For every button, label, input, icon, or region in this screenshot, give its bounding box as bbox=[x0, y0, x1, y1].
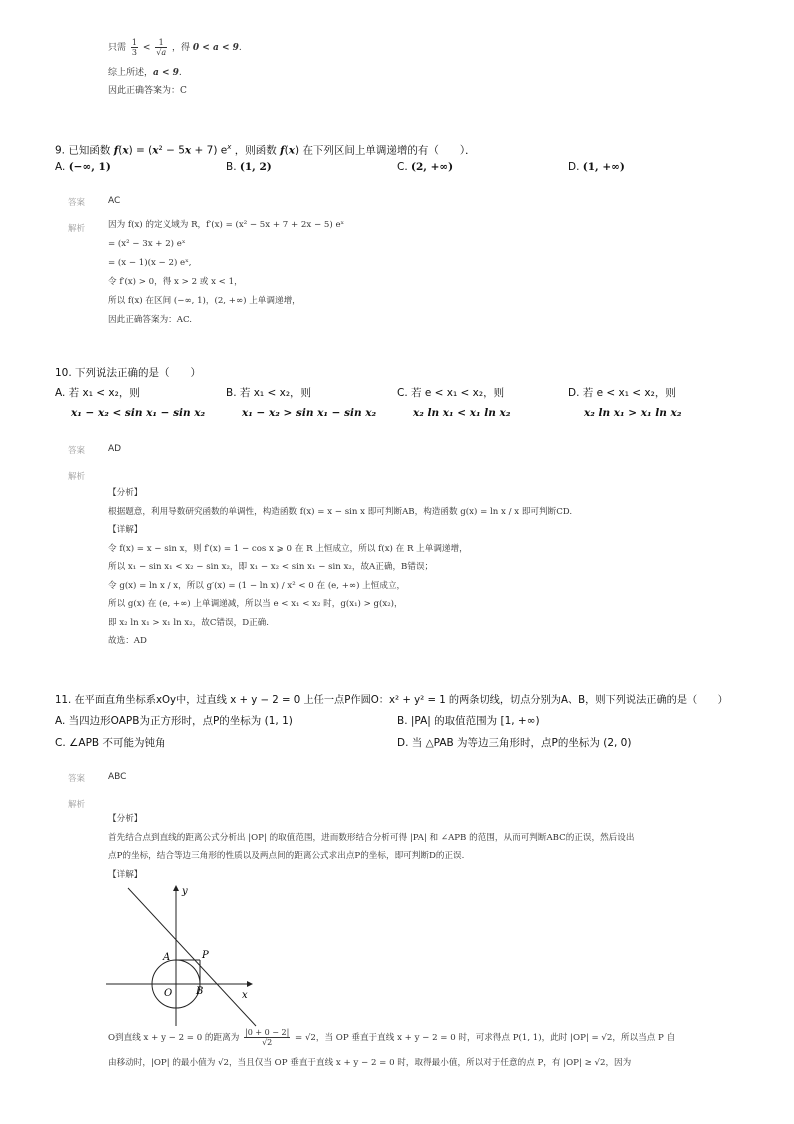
q10-option-d[interactable]: D. 若 e < x₁ < x₂，则 x₂ ln x₁ > x₁ ln x₂ bbox=[568, 387, 682, 419]
line-l bbox=[128, 888, 256, 1026]
q11-option-d[interactable]: D. 当 △PAB 为等边三角形时，点P的坐标为 (2, 0) bbox=[397, 737, 632, 749]
q11-analysis-label: 解析 bbox=[68, 800, 86, 810]
q10-answer: AD bbox=[108, 444, 122, 454]
top-line-1: 只需 $\frac{1}{3}$ < $\frac{1}{√a}$ ，得 0 < a < 9. bbox=[108, 38, 242, 57]
q9-option-c[interactable]: C. (2, +∞) bbox=[397, 161, 454, 173]
q9-stem: 9. 已知函数 f(x) = (x² − 5x + 7) $e^x$ ，则函数 f(x) 在下列区间上单调递增的有（ ）． bbox=[55, 143, 476, 157]
q9-analysis-label: 解析 bbox=[68, 224, 86, 234]
label-y: y bbox=[182, 886, 188, 897]
q11-stem: 11. 在平面直角坐标系xOy中，过直线 x + y − 2 = 0 上任一点P作圆O：x² + y² = 1 的两条切线，切点分别为A、B，则下列说法正确的是（ ） bbox=[55, 695, 728, 706]
q11-option-a[interactable]: A. 当四边形OAPB为正方形时，点P的坐标为 (1, 1) bbox=[55, 715, 293, 727]
q10-analysis-label: 解析 bbox=[68, 472, 86, 482]
q10-option-a[interactable]: A. 若 x₁ < x₂，则 x₁ − x₂ < sin x₁ − sin x₂ bbox=[55, 387, 206, 419]
label-p: P bbox=[202, 950, 209, 961]
q11-detail-line-2: 由移动时，|OP| 的最小值为 √2，当且仅当 OP 垂直于直线 x + y − 2 = 0 时，取得最小值，所以对于任意的点 P，有 |OP| ≥ √2，因为 bbox=[108, 1058, 632, 1068]
q9-answer: AC bbox=[108, 196, 121, 206]
top-line-3: 因此正确答案为：C bbox=[108, 86, 187, 96]
q11-answer-label: 答案 bbox=[68, 774, 86, 784]
q10-answer-label: 答案 bbox=[68, 446, 86, 456]
label-o: O bbox=[164, 988, 173, 999]
q9-answer-label: 答案 bbox=[68, 198, 86, 208]
label-x: x bbox=[242, 990, 248, 1001]
q10-option-c[interactable]: C. 若 e < x₁ < x₂，则 x₂ ln x₁ < x₁ ln x₂ bbox=[397, 387, 511, 419]
label-b: B bbox=[196, 986, 204, 997]
q10-analysis: 【分析】 根据题意，利用导数研究函数的单调性，构造函数 f(x) = x − sin x 即可判断AB，构造函数 g(x) = ln x / x 即可判断CD. 【详解】 令 f(x) = x − sin x，则 f′(x) = 1 − cos x ⩾ 0 在 R 上恒成立，所以 f(x) 在 R 上单调递增， 所以 x₁ − sin x₁ < x₂ − sin x₂，即 x₁ − x₂ < sin x₁ − sin x₂，故A正确，B错误； 令 g(x) = ln x / x，所以 g′(x) = (1 − ln x) / x² < 0 在 (e, +∞) 上恒成立， 所以 g(x) 在 (e, +∞) 上单调递减，所以当 e < x₁ < x₂ 时，g(x₁) > g(x₂)， 即 x₂ ln x₁ > x₁ ln x₂，故C错误，D正确. 故选：AD bbox=[108, 488, 573, 646]
q11-option-b[interactable]: B. |PA| 的取值范围为 [1, +∞) bbox=[397, 715, 540, 727]
q9-option-d[interactable]: D. (1, +∞) bbox=[568, 161, 625, 173]
label-a: A bbox=[163, 952, 171, 963]
q10-option-b[interactable]: B. 若 x₁ < x₂，则 x₁ − x₂ > sin x₁ − sin x₂ bbox=[226, 387, 377, 419]
q11-detail-line-1: O到直线 x + y − 2 = 0 的距离为 $\frac{|0 + 0 - 2|}{√2}$ = √2，当 OP 垂直于直线 x + y − 2 = 0 时，可求得点 P(1, 1)，此时 |OP| = √2，所以当点 P 自 bbox=[108, 1028, 676, 1047]
q9-analysis: 因为 f(x) 的定义域为 R，f′(x) = (x² − 5x + 7 + 2x − 5) eˣ = (x² − 3x + 2) eˣ = (x − 1)(x − 2) eˣ, 令 f′(x) > 0，得 x > 2 或 x < 1， 所以 f(x) 在区间 (−∞, 1)，(2, +∞) 上单调递增， 因此正确答案为：AC. bbox=[108, 220, 345, 325]
q11-figure bbox=[106, 880, 268, 1028]
q11-answer: ABC bbox=[108, 772, 127, 782]
top-line-2: 综上所述，a < 9. bbox=[108, 68, 182, 78]
q11-option-c[interactable]: C. ∠APB 不可能为钝角 bbox=[55, 737, 166, 749]
q9-option-b[interactable]: B. (1, 2) bbox=[226, 161, 272, 173]
q9-option-a[interactable]: A. (−∞, 1) bbox=[55, 161, 111, 173]
q11-analysis: 【分析】 首先结合点到直线的距离公式分析出 |OP| 的取值范围，进而数形结合分析可得 |PA| 和 ∠APB 的范围，从而可判断ABC的正误，然后设出 点P的坐标，结合等边三角形的性质以及两点间的距离公式求出点P的坐标，即可判断D的正误. 【详解】 bbox=[108, 814, 635, 880]
q10-stem: 10. 下列说法正确的是（ ） bbox=[55, 367, 202, 379]
